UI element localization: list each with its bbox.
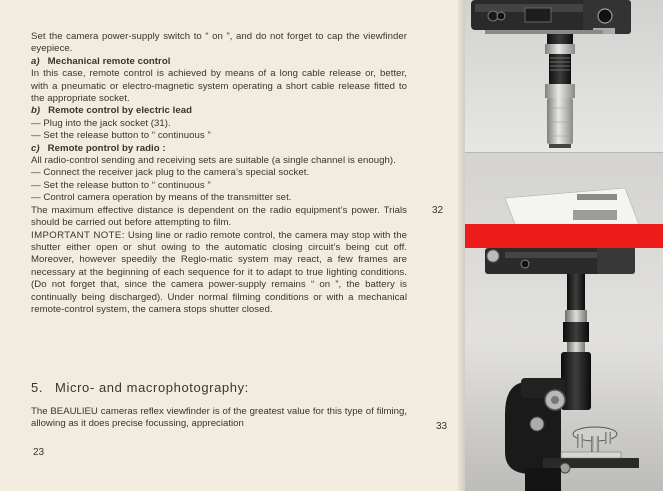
camera-lens-photo [465, 0, 663, 152]
important-note [31, 230, 407, 317]
section-c-item: — Control camera operation by means of the transmitter set. [31, 192, 292, 204]
section-c-body: All radio-control sending and receiving sets are suitable (a single channel is enough). [31, 155, 396, 167]
section-c-item: — Connect the receiver jack plug to the camera’s special socket. [31, 167, 310, 179]
intro-paragraph: Set the camera power-supply switch to “ on ”, and do not forget to cap the viewfinder eyepiece. [31, 31, 407, 55]
section-5-title: Micro- and macrophotography: [55, 380, 249, 395]
section-5-body: The BEAULIEU cameras reflex viewfinder is of the greatest value for this type of filming, allowing as it does precise focussing, appreciation [31, 406, 407, 430]
section-5-heading [31, 380, 407, 395]
section-a-letter: a) [31, 55, 40, 67]
important-note-body: Using line or radio remote control, the camera may stop with the shutter either open or shut owing to the automatic closing circuit’s being cut off. Moreover, however speedily the Reglo-matic system may react, a few frames are necessary at the beginning of each sequence for it to adapt to true lighting conditions. (Do not forget that, since the camera power-supply remains “ on ”, the battery is continually being discharged). Under normal filming conditions or with a mechanical remote-control system, the camera stops shutter closed. [31, 229, 407, 315]
figure-32-label: 32 [432, 205, 444, 216]
section-c-title: Remote pontrol by radio : [47, 142, 166, 154]
section-c-letter: c) [31, 142, 40, 154]
section-c-footer: The maximum effective distance is dependent on the radio equipment’s power. Trials should be carried out before attempting to film. [31, 204, 407, 229]
section-5-number: 5. [31, 380, 44, 395]
page-number: 23 [33, 447, 45, 458]
photo-divider [465, 152, 663, 153]
microscope-photo [465, 152, 663, 491]
section-a-title: Mechanical remote control [47, 55, 171, 67]
figure-33-label: 33 [436, 421, 448, 432]
section-b-title: Remote control by electric lead [48, 105, 193, 117]
section-a-body: In this case, remote control is achieved by means of a long cable release or, better, with a pneumatic or electro-magnetic system operating a short cable release fitted to the appropriate socket. [31, 68, 407, 105]
section-c-item: — Set the release button to “ continuous ” [31, 179, 211, 191]
section-b-heading [31, 105, 407, 117]
important-note-label: IMPORTANT NOTE: [31, 229, 125, 241]
section-a-heading [31, 56, 407, 68]
text-column [31, 31, 407, 316]
section-b-item: — Set the release button to “ continuous ” [31, 130, 211, 142]
section-b-letter: b) [31, 105, 41, 117]
section-b-item: — Plug into the jack socket (31). [31, 117, 171, 129]
section-c-heading [31, 143, 407, 155]
red-highlight-band [465, 224, 663, 248]
